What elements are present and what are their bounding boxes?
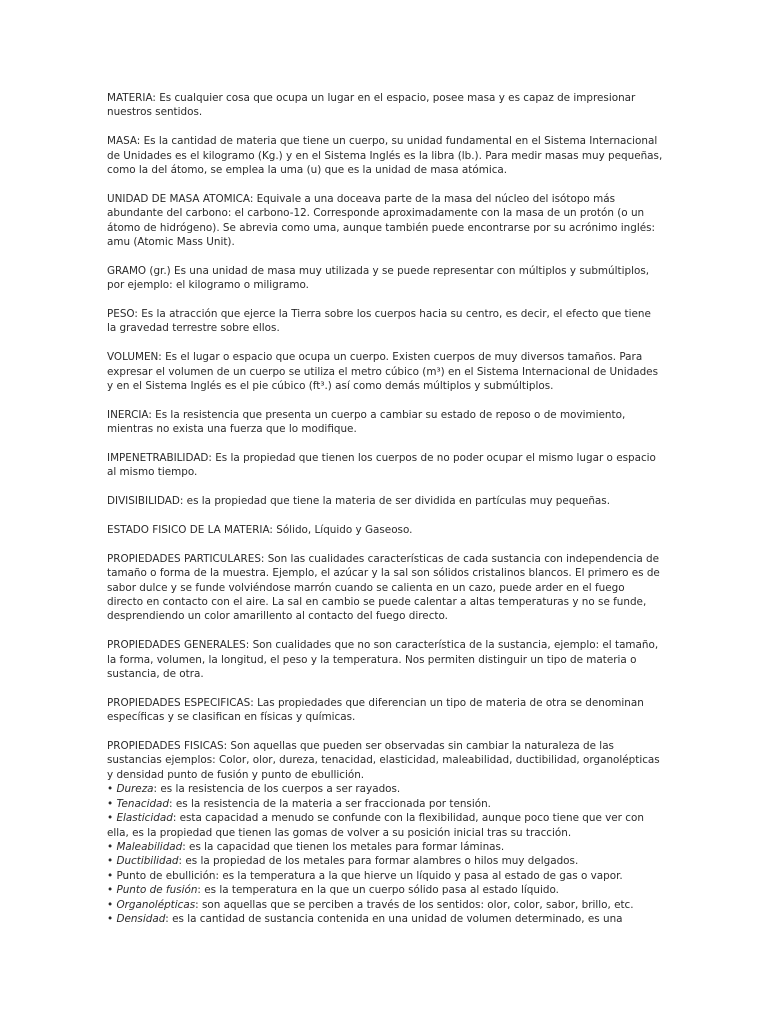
bullet-term: Punto de ebullición (116, 869, 216, 882)
bullet-marker: • (107, 840, 114, 853)
document-body (107, 91, 663, 926)
bullet-text: : es la cantidad de sustancia contenida en una unidad de volumen determinado, es una (165, 912, 623, 925)
bullet-term: Elasticidad (116, 812, 173, 825)
list-item (107, 869, 663, 883)
paragraph-propiedades-generales: PROPIEDADES GENERALES: Son cualidades que no son característica de la sustancia, ejemplo: el tamaño, la forma, volumen, la longitud, el peso y la temperatura. Nos permiten distinguir un tipo de materia o sustancia, de otra. (107, 639, 659, 681)
bullet-text: : es la propiedad de los metales para formar alambres o hilos muy delgados. (178, 855, 579, 868)
bullet-marker: • (107, 884, 114, 897)
bullet-text: : es la capacidad que tienen los metales para formar láminas. (182, 840, 505, 853)
paragraph-volumen: VOLUMEN: Es el lugar o espacio que ocupa un cuerpo. Existen cuerpos de muy diversos tamaños. Para expresar el volumen de un cuerpo se utiliza el metro cúbico (m³) en el Sistema Internacional de Unidades y en el Sistema Inglés es el pie cúbico (ft³.) así como demás múltiplos y submúltiplos. (107, 351, 658, 393)
bullet-marker: • (107, 898, 114, 911)
list-item (107, 782, 663, 796)
bullet-marker: • (107, 912, 114, 925)
paragraph-materia: MATERIA: Es cualquier cosa que ocupa un lugar en el espacio, posee masa y es capaz de impresionar nuestros sentidos. (107, 92, 636, 119)
paragraph-peso: PESO: Es la atracción que ejerce la Tierra sobre los cuerpos hacia su centro, es decir, el efecto que tiene la gravedad terrestre sobre ellos. (107, 308, 651, 335)
list-item (107, 840, 663, 854)
paragraph-propiedades-particulares: PROPIEDADES PARTICULARES: Son las cualidades características de cada sustancia con independencia de tamaño o forma de la muestra. Ejemplo, el azúcar y la sal son sólidos cristalinos blancos. El primero es de sabor dulce y se funde volviéndose marrón cuando se calienta en un cazo, puede arder en el fuego directo en contacto con el aire. La sal en cambio se puede calentar a altas temperaturas y no se funde, desprendiendo un color amarillento al contacto del fuego directo. (107, 552, 660, 623)
bullet-term: Ductibilidad (116, 855, 179, 868)
bullet-term: Tenacidad (116, 797, 170, 810)
bullet-text: : son aquellas que se perciben a través de los sentidos: olor, color, sabor, brillo, etc. (195, 898, 634, 911)
paragraph-unidad-masa-atomica: UNIDAD DE MASA ATOMICA: Equivale a una doceava parte de la masa del núcleo del isótopo más abundante del carbono: el carbono-12. Corresponde aproximadamente con la masa de un protón (o un átomo de hidrógeno). Se abrevia como uma, aunque también puede encontrarse por su acrónimo inglés: amu (Atomic Mass Unit). (107, 192, 656, 249)
list-item (107, 912, 663, 926)
bullet-term: Densidad (116, 912, 166, 925)
list-item (107, 797, 663, 811)
bullet-text: : es la temperatura a la que hierve un líquido y pasa al estado de gas o vapor. (215, 869, 623, 882)
paragraph-estado-fisico: ESTADO FISICO DE LA MATERIA: Sólido, Líquido y Gaseoso. (107, 524, 413, 537)
bullet-text: : es la resistencia de los cuerpos a ser rayados. (153, 783, 401, 796)
bullet-marker: • (107, 869, 114, 882)
bullet-text: : es la resistencia de la materia a ser fraccionada por tensión. (169, 797, 491, 810)
list-item (107, 811, 663, 840)
list-item (107, 883, 663, 897)
bullet-text: : es la temperatura en la que un cuerpo sólido pasa al estado líquido. (197, 884, 559, 897)
bullet-term: Organolépticas (116, 898, 196, 911)
bullet-marker: • (107, 797, 114, 810)
bullet-text: : esta capacidad a menudo se confunde con la flexibilidad, aunque poco tiene que ver con ella, es la propiedad que tienen las gomas de volver a su posición inicial tras su tracción. (107, 812, 644, 839)
paragraph-impenetrabilidad: IMPENETRABILIDAD: Es la propiedad que tienen los cuerpos de no poder ocupar el mismo lugar o espacio al mismo tiempo. (107, 452, 656, 479)
paragraph-masa: MASA: Es la cantidad de materia que tiene un cuerpo, su unidad fundamental en el Sistema Internacional de Unidades es el kilogramo (Kg.) y en el Sistema Inglés es la libra (lb.). Para medir masas muy pequeñas, como la del átomo, se emplea la uma (u) que es la unidad de masa atómica. (107, 135, 663, 177)
bullet-term: Dureza (116, 783, 154, 796)
bullet-term: Punto de fusión (116, 884, 198, 897)
bullet-term: Maleabilidad (116, 840, 183, 853)
paragraph-propiedades-fisicas: PROPIEDADES FISICAS: Son aquellas que pueden ser observadas sin cambiar la naturaleza de las sustancias ejemplos: Color, olor, dureza, tenacidad, elasticidad, maleabilidad, ductibilidad, organolépticas y densidad punto de fusión y punto de ebullición. (107, 740, 660, 781)
paragraph-divisibilidad: DIVISIBILIDAD: es la propiedad que tiene la materia de ser dividida en partículas muy pequeñas. (107, 495, 611, 508)
properties-bullet-list (107, 782, 663, 926)
list-item (107, 854, 663, 868)
bullet-marker: • (107, 783, 114, 796)
bullet-marker: • (107, 812, 114, 825)
paragraph-propiedades-especificas: PROPIEDADES ESPECIFICAS: Las propiedades que diferencian un tipo de materia de otra se denominan específicas y se clasifican en físicas y químicas. (107, 696, 644, 724)
list-item (107, 898, 663, 912)
paragraph-gramo: GRAMO (gr.) Es una unidad de masa muy utilizada y se puede representar con múltiplos y submúltiplos, por ejemplo: el kilogramo o miligramo. (107, 264, 650, 292)
bullet-marker: • (107, 855, 114, 868)
paragraph-inercia: INERCIA: Es la resistencia que presenta un cuerpo a cambiar su estado de reposo o de movimiento, mientras no exista una fuerza que lo modifique. (107, 408, 626, 436)
